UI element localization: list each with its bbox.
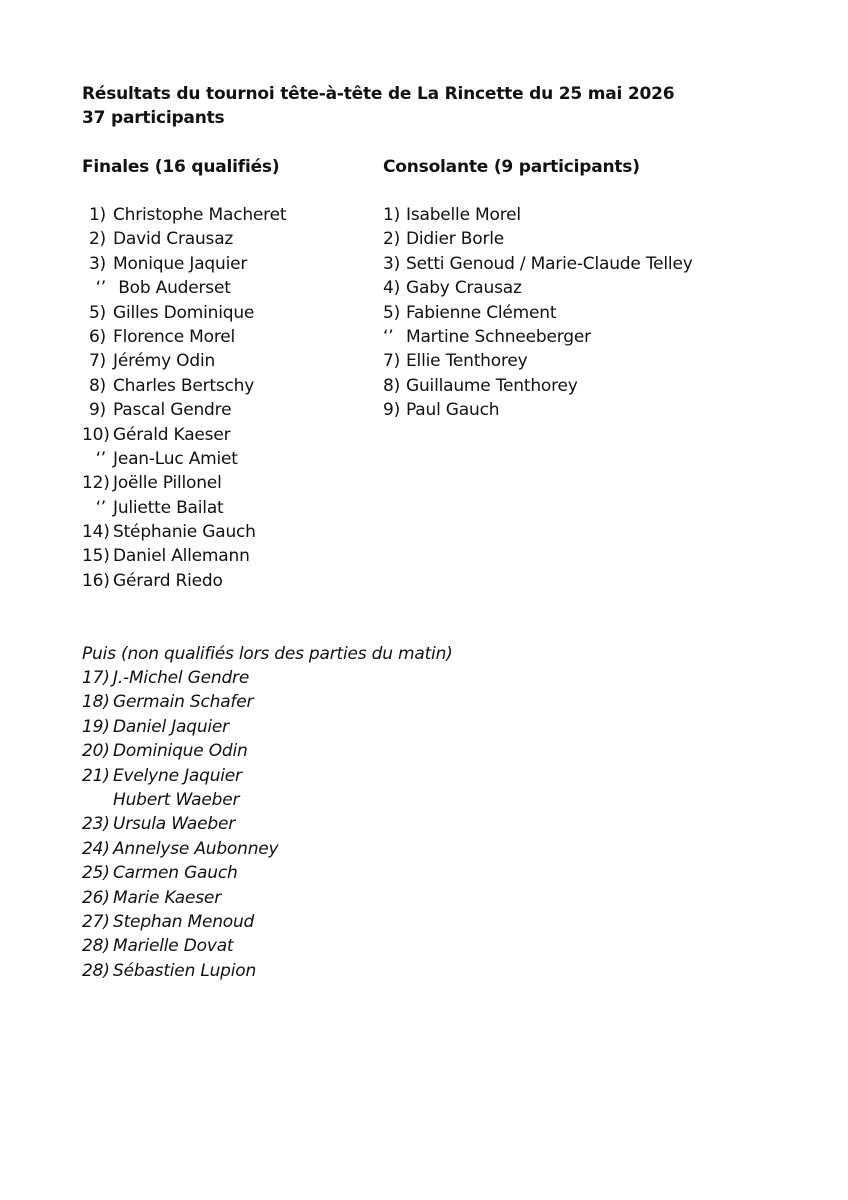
player-name: Hubert Waeber	[113, 789, 240, 810]
matin-ranking-row	[82, 910, 278, 934]
rank-position: ‘’	[95, 497, 106, 518]
player-name: Charles Bertschy	[113, 375, 255, 396]
player-name: Sébastien Lupion	[113, 960, 257, 981]
finales-ranking-list	[82, 203, 286, 593]
rank-position: ‘’	[95, 278, 106, 299]
player-name: Juliette Bailat	[113, 497, 224, 518]
player-name: Guillaume Tenthorey	[406, 375, 578, 396]
player-name: Gérald Kaeser	[113, 424, 231, 445]
player-name: Annelyse Aubonney	[113, 838, 279, 859]
matin-ranking-row	[82, 959, 278, 983]
player-name: Monique Jaquier	[113, 253, 248, 274]
rank-position: 3)	[383, 253, 401, 274]
rank-position: ‘’	[383, 326, 394, 347]
consolante-ranking-row	[383, 374, 693, 398]
matin-ranking-row	[82, 861, 278, 885]
rank-position: 4)	[383, 278, 401, 299]
player-name: Daniel Allemann	[113, 546, 250, 567]
rank-position: 7)	[88, 351, 106, 372]
rank-position: 9)	[88, 400, 106, 421]
rank-position: 28)	[82, 960, 110, 981]
rank-position: 25)	[82, 863, 110, 884]
matin-ranking-row	[82, 690, 278, 714]
consolante-title: Consolante (9 participants)	[383, 157, 640, 177]
matin-ranking-row	[82, 739, 278, 763]
rank-position: 1)	[88, 205, 106, 225]
rank-position: 15)	[82, 546, 110, 567]
rank-position: ‘’	[95, 448, 106, 469]
matin-ranking-row	[82, 666, 278, 690]
rank-position: 24)	[82, 838, 110, 859]
player-name: Bob Auderset	[113, 278, 231, 299]
participant-count: 37 participants	[82, 108, 225, 128]
player-name: Christophe Macheret	[113, 205, 287, 225]
player-name: Marie Kaeser	[113, 887, 221, 908]
player-name: Ellie Tenthorey	[406, 351, 528, 372]
player-name: Evelyne Jaquier	[113, 765, 242, 786]
finales-ranking-row	[82, 471, 286, 495]
finales-ranking-row	[82, 203, 286, 227]
player-name: Stephan Menoud	[113, 911, 255, 932]
rank-position: 2)	[88, 229, 106, 250]
player-name: J.-Michel Gendre	[113, 668, 250, 688]
matin-ranking-row	[82, 934, 278, 958]
rank-position: 1)	[383, 205, 401, 225]
document-header	[82, 82, 674, 130]
player-name: Pascal Gendre	[113, 400, 232, 421]
player-name: Jean-Luc Amiet	[113, 448, 238, 469]
rank-position: 16)	[82, 570, 110, 591]
rank-position: 8)	[88, 375, 106, 396]
consolante-ranking-row	[383, 276, 693, 300]
matin-title: Puis (non qualifiés lors des parties du matin)	[82, 644, 453, 664]
matin-ranking-row	[82, 837, 278, 861]
player-name: Dominique Odin	[113, 741, 248, 762]
consolante-ranking-row	[383, 227, 693, 251]
player-name: David Crausaz	[113, 229, 234, 250]
rank-position: 19)	[82, 716, 110, 737]
rank-position: 27)	[82, 911, 110, 932]
rank-position: 26)	[82, 887, 110, 908]
consolante-ranking-row	[383, 203, 693, 227]
finales-ranking-row	[82, 496, 286, 520]
matin-ranking-list	[82, 666, 278, 983]
player-name: Florence Morel	[113, 326, 236, 347]
rank-position: 20)	[82, 741, 110, 762]
matin-ranking-row	[82, 788, 278, 812]
player-name: Germain Schafer	[113, 692, 254, 713]
player-name: Gaby Crausaz	[406, 278, 522, 299]
finales-ranking-row	[82, 252, 286, 276]
player-name: Gérard Riedo	[113, 570, 223, 591]
consolante-ranking-list	[383, 203, 693, 423]
finales-ranking-row	[82, 301, 286, 325]
rank-position: 18)	[82, 692, 110, 713]
finales-ranking-row	[82, 349, 286, 373]
rank-position: 6)	[88, 326, 106, 347]
player-name: Carmen Gauch	[113, 863, 238, 884]
rank-position: 3)	[88, 253, 106, 274]
player-name: Gilles Dominique	[113, 302, 255, 323]
consolante-ranking-row	[383, 325, 693, 349]
player-name: Joëlle Pillonel	[113, 473, 222, 494]
rank-position: 10)	[82, 424, 110, 445]
player-name: Paul Gauch	[406, 400, 500, 421]
rank-position: 21)	[82, 765, 110, 786]
rank-position: 7)	[383, 351, 401, 372]
rank-position: 5)	[88, 302, 106, 323]
finales-ranking-row	[82, 520, 286, 544]
rank-position: 9)	[383, 400, 401, 421]
player-name: Didier Borle	[406, 229, 505, 250]
finales-title: Finales (16 qualifiés)	[82, 157, 280, 177]
matin-ranking-row	[82, 764, 278, 788]
finales-ranking-row	[82, 447, 286, 471]
player-name: Isabelle Morel	[406, 205, 521, 225]
finales-ranking-row	[82, 398, 286, 422]
player-name: Ursula Waeber	[113, 814, 236, 835]
document-title: Résultats du tournoi tête-à-tête de La Rincette du 25 mai 2026	[82, 84, 675, 104]
rank-position: 5)	[383, 302, 401, 323]
finales-ranking-row	[82, 325, 286, 349]
consolante-ranking-row	[383, 349, 693, 373]
rank-position: 8)	[383, 375, 401, 396]
rank-position: 12)	[82, 473, 110, 494]
rank-position: 14)	[82, 522, 110, 543]
player-name: Jérémy Odin	[113, 351, 216, 372]
rank-position: 23)	[82, 814, 110, 835]
finales-ranking-row	[82, 227, 286, 251]
rank-position: 17)	[82, 668, 110, 688]
finales-ranking-row	[82, 569, 286, 593]
player-name: Martine Schneeberger	[406, 326, 591, 347]
player-name: Fabienne Clément	[406, 302, 557, 323]
finales-ranking-row	[82, 276, 286, 300]
rank-position: 2)	[383, 229, 401, 250]
consolante-ranking-row	[383, 301, 693, 325]
matin-ranking-row	[82, 886, 278, 910]
consolante-ranking-row	[383, 398, 693, 422]
finales-ranking-row	[82, 423, 286, 447]
player-name: Setti Genoud / Marie-Claude Telley	[406, 253, 693, 274]
matin-ranking-row	[82, 715, 278, 739]
player-name: Marielle Dovat	[113, 936, 234, 957]
matin-ranking-row	[82, 812, 278, 836]
finales-ranking-row	[82, 544, 286, 568]
player-name: Daniel Jaquier	[113, 716, 229, 737]
player-name: Stéphanie Gauch	[113, 522, 256, 543]
rank-position: 28)	[82, 936, 110, 957]
consolante-ranking-row	[383, 252, 693, 276]
finales-ranking-row	[82, 374, 286, 398]
